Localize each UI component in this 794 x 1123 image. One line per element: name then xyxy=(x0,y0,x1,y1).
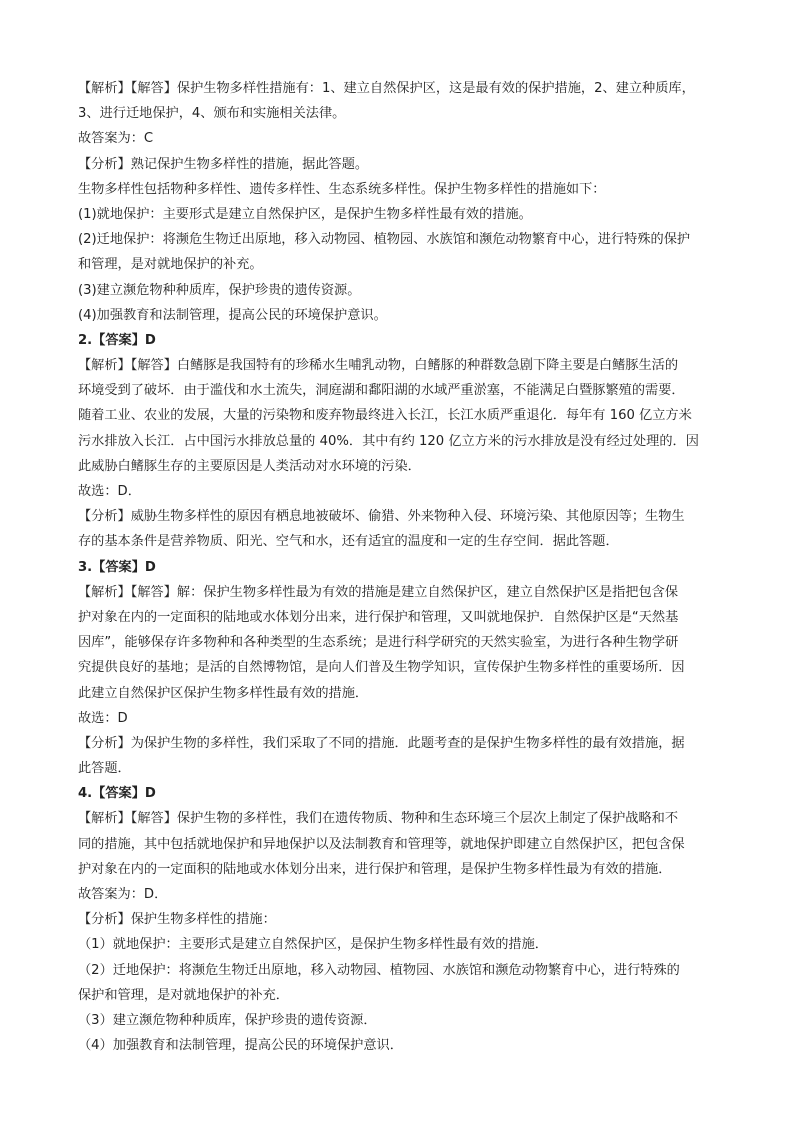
text-line: 随着工业、农业的发展，大量的污染物和废弃物最终进入长江，长江水质严重退化．每年有 160 亿立方米 xyxy=(78,408,692,424)
text-line: 护对象在内的一定面积的陆地或水体划分出来，进行保护和管理，是保护生物多样性最为有效的措施． xyxy=(78,861,672,877)
text-line: (2)迁地保护：将濒危生物迁出原地，移入动物园、植物园、水族馆和濒危动物繁育中心，进行特殊的保护 xyxy=(78,232,691,248)
text-line: 保护和管理，是对就地保护的补充． xyxy=(78,987,289,1003)
text-line: （1）就地保护：主要形式是建立自然保护区，是保护生物多样性最有效的措施． xyxy=(78,937,548,953)
text-line: 故答案为：C xyxy=(78,131,154,147)
text-line: 3、进行迁地保护，4、颁布和实施相关法律。 xyxy=(78,106,346,122)
text-line: 此威胁白鳍豚生存的主要原因是人类活动对水环境的污染． xyxy=(78,458,421,474)
text-line: (3)建立濒危物种种质库，保护珍贵的遗传资源。 xyxy=(78,282,361,298)
text-line: 和管理，是对就地保护的补充。 xyxy=(78,257,263,273)
text-line: 因库”，能够保存许多物种和各种类型的生态系统；是进行科学研究的天然实验室，为进行各种生物学研 xyxy=(78,635,679,651)
text-line: （4）加强教育和法制管理，提高公民的环境保护意识． xyxy=(78,1038,403,1054)
text-line: （2）迁地保护：将濒危生物迁出原地，移入动物园、植物园、水族馆和濒危动物繁育中心，进行特殊的 xyxy=(78,962,680,978)
text-line: 此建立自然保护区保护生物多样性最有效的措施． xyxy=(78,685,369,701)
question-3-answer: 3.【答案】D xyxy=(78,559,156,575)
text-line: 故选：D xyxy=(78,710,128,726)
text-line: 存的基本条件是营养物质、阳光、空气和水，还有适宜的温度和一定的生存空间．据此答题． xyxy=(78,534,619,550)
answer-document xyxy=(78,76,724,1058)
question-2-answer: 2.【答案】D xyxy=(78,332,156,348)
text-line: 护对象在内的一定面积的陆地或水体划分出来，进行保护和管理，又叫就地保护．自然保护区是“天然基 xyxy=(78,609,679,625)
text-line: 生物多样性包括物种多样性、遗传多样性、生态系统多样性。保护生物多样性的措施如下： xyxy=(78,181,606,197)
text-line: 环境受到了破坏．由于滥伐和水土流失，洞庭湖和鄱阳湖的水域严重淤塞，不能满足白暨豚繁殖的需要． xyxy=(78,383,685,399)
text-line: 【分析】为保护生物的多样性，我们采取了不同的措施．此题考查的是保护生物多样性的最有效措施，据 xyxy=(78,735,685,751)
text-line: （3）建立濒危物种种质库，保护珍贵的遗传资源． xyxy=(78,1012,377,1028)
text-line: 故答案为：D． xyxy=(78,887,168,902)
text-line: (1)就地保护：主要形式是建立自然保护区，是保护生物多样性最有效的措施。 xyxy=(78,206,532,222)
text-line: (4)加强教育和法制管理，提高公民的环境保护意识。 xyxy=(78,307,387,323)
text-line: 【分析】熟记保护生物多样性的措施，据此答题。 xyxy=(78,156,369,172)
text-line: 同的措施，其中包括就地保护和异地保护以及法制教育和管理等，就地保护即建立自然保护区，把包含保 xyxy=(78,836,685,852)
text-line: 【解析】【解答】保护生物多样性措施有：1、建立自然保护区，这是最有效的保护措施，2、建立种质库， xyxy=(78,81,695,96)
text-line: 【分析】保护生物多样性的措施： xyxy=(78,912,276,928)
text-line: 【解析】【解答】白鳍豚是我国特有的珍稀水生哺乳动物，白鳍豚的种群数急剧下降主要是白鳍豚生活的 xyxy=(78,358,679,374)
text-line: 【分析】威胁生物多样性的原因有栖息地被破坏、偷猎、外来物种入侵、环境污染、其他原因等；生物生 xyxy=(78,509,685,525)
text-line: 污水排放入长江．占中国污水排放总量的 40%．其中有约 120 亿立方米的污水排放是没有经过处理的．因 xyxy=(78,433,699,449)
text-line: 【解析】【解答】解：保护生物多样性最为有效的措施是建立自然保护区，建立自然保护区是指把包含保 xyxy=(78,584,679,600)
text-line: 故选：D． xyxy=(78,484,141,499)
question-4-answer: 4.【答案】D xyxy=(78,786,156,802)
text-line: 究提供良好的基地；是活的自然博物馆，是向人们普及生物学知识，宣传保护生物多样性的重要场所．因 xyxy=(78,660,685,676)
text-line: 此答题． xyxy=(78,761,131,777)
text-line: 【解析】【解答】保护生物的多样性，我们在遗传物质、物种和生态环境三个层次上制定了保护战略和不 xyxy=(78,811,679,827)
